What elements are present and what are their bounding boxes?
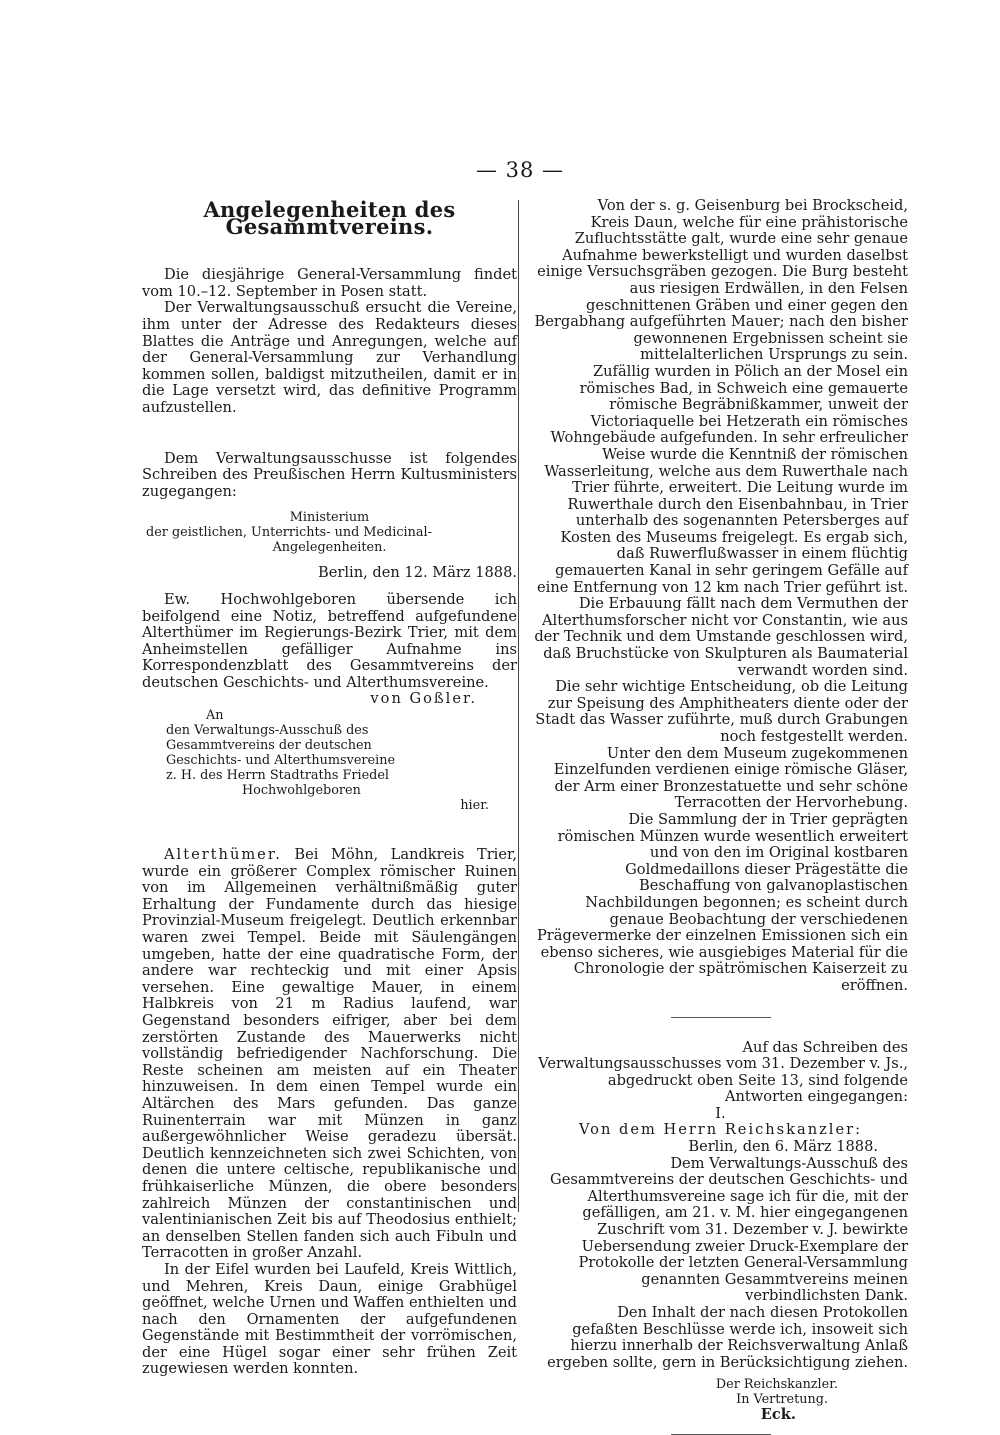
column-divider	[518, 200, 519, 1212]
address-line-2: den Verwaltungs-Ausschuß des	[166, 723, 369, 739]
paragraph-minister-letter-intro: Dem Verwaltungsausschusse ist folgendes Schreiben des Preußischen Herrn Kultusministers zugegangen:	[142, 449, 517, 500]
address-line-3: Gesammtvereins der deutschen	[166, 738, 372, 754]
paragraph-responses-intro: Auf das Schreiben des Verwaltungsausschusses vom 31. Dezember v. Js., abgedruckt oben Seite 13, sind folgende Antworten eingegangen:	[538, 1038, 908, 1106]
page-number: — 38 —	[475, 158, 565, 182]
paragraph-museum-finds: Unter den dem Museum zugekommenen Einzelfunden verdienen einige römische Gläser, der Arm einer Bronzestatuette und sehr schöne Terracotten der Hervorhebung.	[553, 744, 908, 812]
response-from: Von dem Herrn Reichskanzler:	[578, 1121, 862, 1139]
antiquities-text: Bei Möhn, Landkreis Trier, wurde ein größerer Complex römischer Ruinen von im Allgemeinen verhältnißmäßig guter Erhaltung der Fundamente durch das hiesige Provinzial-Museum freigelegt. Deutlich erkennbar waren zwei Tempel. Beide mit Säulengängen umgeben, hatte der eine quadratische Form, der andere war rechteckig und mit einer Apsis versehen. Eine gewaltige Mauer, in einem Halbkreis von 21 m Radius laufend, war Gegenstand besonders eifriger, aber bei dem zerstörten Zustande des Mauerwerks nicht vollständig befriedigender Nachforschung. Die Reste scheinen am meisten auf ein Theater hinzuweisen. In dem einen Tempel wurde ein Altärchen des Mars gefunden. Das ganze Ruinenterrain war mit Münzen in ganz außergewöhnlicher Weise geradezu übersät. Deutlich kennzeichneten sich zwei Schichten, von denen die untere celtische, republikanische und frühkaiserliche Münzen, die obere besonders zahlreich Münzen der constantinischen und valentinianischen Zeit bis auf Theodosius enthielt; an denselben Stellen fanden sich auch Fibuln und Terracotten in großer Anzahl.	[142, 846, 517, 1262]
paragraph-eifel: In der Eifel wurden bei Laufeld, Kreis Wittlich, und Mehren, Kreis Daun, einige Grabhügel geöffnet, welche Urnen und Waffen enthielten und nach den Ornamenten der aufgefundenen Gegenstände mit Bestimmtheit der vorrömischen, der eine Hügel sogar einer sehr frühen Zeit zugewiesen werden konnten.	[142, 1260, 517, 1378]
letter-date: Berlin, den 12. März 1888.	[318, 564, 517, 582]
address-line-1: An	[206, 708, 224, 724]
signature-line-3: Eck.	[760, 1406, 796, 1424]
letter-signature: von Goßler.	[370, 690, 477, 708]
right-column	[533, 198, 908, 1435]
section-heading: Angelegenheiten des Gesammtvereins.	[203, 197, 456, 239]
response-numeral: I.	[715, 1104, 726, 1122]
paragraph-antiquities	[142, 847, 517, 1262]
antiquities-heading: Alterthümer.	[164, 846, 282, 864]
address-line-7: hier.	[460, 798, 489, 814]
address-line-4: Geschichts- und Alterthumsvereine	[166, 753, 396, 769]
address-line-5: z. H. des Herrn Stadtraths Friedel	[166, 768, 390, 784]
signature-line-2: In Vertretung.	[736, 1392, 828, 1408]
paragraph-chancellor-resolutions: Den Inhalt der nach diesen Protokollen gefaßten Beschlüsse werde ich, insoweit sich hierzu innerhalb der Reichsverwaltung Anlaß ergeben sollte, gern in Berücksichtigung ziehen.	[547, 1304, 908, 1371]
paragraph-geisenburg: Von der s. g. Geisenburg bei Brockscheid, Kreis Daun, welche für eine prähistorische Zufluchtsstätte galt, wurde eine sehr genaue Aufnahme bewerkstelligt und wurden daselbst einige Versuchsgräben gezogen. Die Burg besteht aus riesigen Erdwällen, in den Felsen geschnittenen Gräben und einer gegen den Bergabhang aufgeführten Mauer; nach den bisher gewonnenen Ergebnissen scheint sie mittelalterlichen Ursprungs zu sein.	[534, 197, 908, 364]
ministry-line-1: Ministerium	[289, 510, 370, 526]
paragraph-chancellor-thanks: Dem Verwaltungs-Ausschuß des Gesammtvereins der deutschen Geschichts- und Alterthumsvereine sage ich für die, mit der gefälligen, am 21. v. M. hier eingegangenen Zuschrift vom 31. Dezember v. J. bewirkte Uebersendung zweier Druck-Exemplare der Protokolle der letzten General-Versammlung genannten Gesammtvereins meinen verbindlichsten Dank.	[550, 1154, 908, 1305]
paragraph-committee-request: Der Verwaltungsausschuß ersucht die Vereine, ihm unter der Adresse des Redakteurs dieses Blattes die Anträge und Anregungen, welche auf der General-Versammlung zur Verhandlung kommen sollen, baldigst mitzutheilen, damit er in die Lage versetzt wird, das definitive Programm aufzustellen.	[142, 299, 517, 416]
left-column	[142, 198, 517, 1378]
paragraph-general-meeting: Die diesjährige General-Versammlung findet vom 10.–12. September in Posen statt.	[142, 266, 517, 300]
ministry-line-3: Angelegenheiten.	[272, 540, 387, 556]
letter-body: Ew. Hochwohlgeboren übersende ich beifolgend eine Notiz, betreffend aufgefundene Alterthümer im Regierungs-Bezirk Trier, mit dem Anheimstellen gefälliger Aufnahme ins Korrespondenzblatt des Gesammtvereins der deutschen Geschichts- und Alterthumsvereine.	[142, 590, 517, 691]
paragraph-decision: Die sehr wichtige Entscheidung, ob die Leitung zur Speisung des Amphitheaters diente oder der Stadt das Wasser zuführte, muß durch Grabungen noch festgestellt werden.	[535, 678, 908, 745]
response-date: Berlin, den 6. März 1888.	[688, 1138, 878, 1156]
paragraph-finds: Zufällig wurden in Pölich an der Mosel ein römisches Bad, in Schweich eine gemauerte römische Begräbnißkammer, unweit der Victoriaquelle bei Hetzerath ein römisches Wohngebäude aufgefunden. In sehr erfreulicher Weise wurde die Kenntniß der römischen Wasserleitung, welche aus dem Ruwerthale nach Trier führte, erweitert. Die Leitung wurde im Ruwerthale durch den Eisenbahnbau, in Trier unterhalb des sogenannten Petersberges auf Kosten des Museums freigelegt. Es ergab sich, daß Ruwerflußwasser in einem flüchtig gemauerten Kanal in sehr geringem Gefälle auf eine Entfernung von 12 km nach Trier geführt ist. Die Erbauung fällt nach dem Vermuthen der Alterthumsforscher nicht vor Constantin, wie aus der Technik und dem Umstande geschlossen wird, daß Bruchstücke von Skulpturen als Baumaterial verwandt worden sind.	[534, 362, 908, 679]
signature-line-1: Der Reichskanzler.	[715, 1377, 838, 1393]
paragraph-coin-collection: Die Sammlung der in Trier geprägten römischen Münzen wurde wesentlich erweitert und von den im Original kostbaren Goldmedaillons dieser Prägestätte die Beschaffung von galvanoplastischen Nachbildungen begonnen; es scheint durch genaue Beobachtung der verschiedenen Prägevermerke der einzelnen Emissionen sich ein ebenso sicheres, wie ausgiebiges Material für die Chronologie der spätrömischen Kaiserzeit zu eröffnen.	[536, 810, 908, 994]
ministry-line-2: der geistlichen, Unterrichts- und Medicinal-	[146, 525, 432, 541]
address-line-6: Hochwohlgeboren	[242, 783, 361, 799]
